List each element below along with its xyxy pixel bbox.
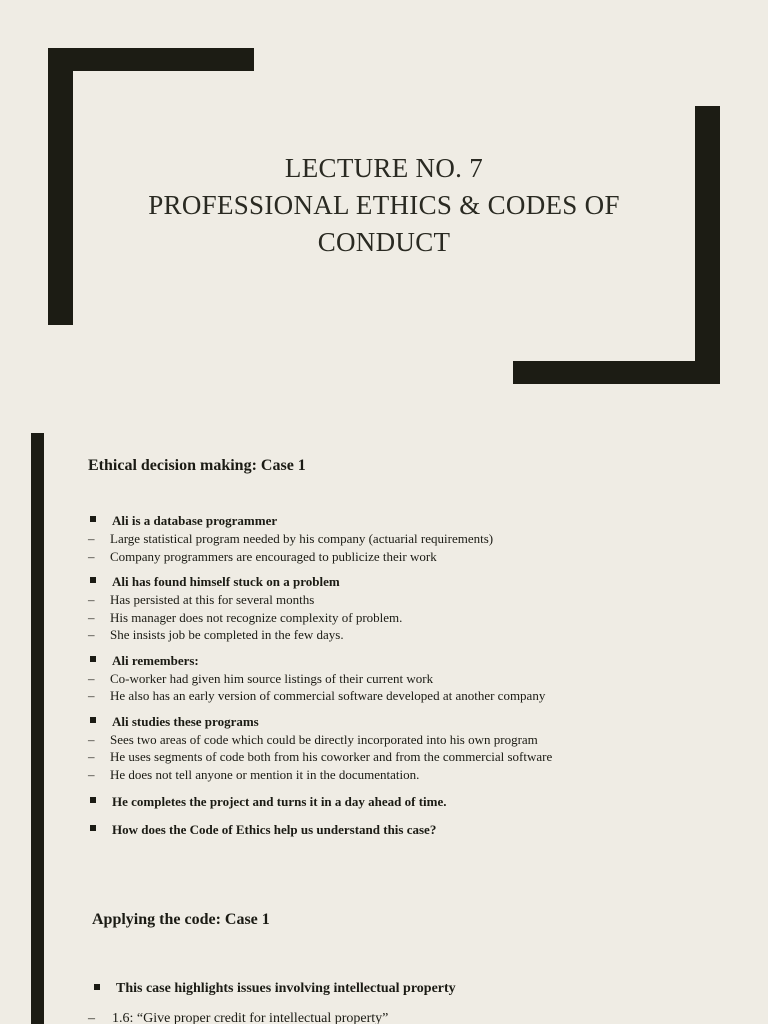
bullet-item: Ali studies these programs <box>88 713 552 731</box>
sub-item: – He also has an early version of commercial software developed at another company <box>88 688 546 703</box>
dash-icon: – <box>88 688 95 703</box>
square-bullet-icon <box>90 825 96 831</box>
sub-item: – He uses segments of code both from his coworker and from the commercial software <box>88 749 553 764</box>
left-accent-bar <box>31 866 44 1024</box>
slide-heading: Ethical decision making: Case 1 <box>88 457 306 474</box>
corner-bracket-top <box>48 48 254 71</box>
bullet-item: Ali has found himself stuck on a problem <box>88 573 552 591</box>
sub-item: – 1.6: “Give proper credit for intellectual property” <box>88 1010 452 1024</box>
corner-bracket-left <box>48 48 73 325</box>
bullet-item: Ali is a database programmer <box>88 512 552 530</box>
square-bullet-icon <box>94 984 100 990</box>
square-bullet-icon <box>90 797 96 803</box>
sub-item: – Large statistical program needed by his company (actuarial requirements) <box>88 531 494 546</box>
dash-icon: – <box>88 766 95 782</box>
sub-item: – His manager does not recognize complexity of problem. <box>88 609 403 625</box>
dash-icon: – <box>88 731 95 747</box>
bullet-item: Ali remembers: <box>88 652 552 670</box>
case-slide <box>0 420 768 866</box>
sub-item: – He does not tell anyone or mention it in the documentation. <box>88 766 420 782</box>
dash-icon: – <box>88 592 95 607</box>
sub-item: – Co-worker had given him source listings of their current work <box>88 670 434 686</box>
dash-icon: – <box>88 1011 95 1024</box>
dash-icon: – <box>88 627 95 642</box>
slide-title <box>84 150 684 261</box>
sub-item: – Company programmers are encouraged to publicize their work <box>88 548 437 564</box>
sub-item: – She insists job be completed in the few days. <box>88 627 344 642</box>
sub-item: – Has persisted at this for several months <box>88 592 315 607</box>
bullet-item: This case highlights issues involving intellectual property <box>92 980 456 998</box>
corner-bracket-bottom <box>513 361 720 384</box>
bullet-item: He completes the project and turns it in a day ahead of time. <box>88 793 552 811</box>
bullet-list <box>88 512 552 839</box>
corner-bracket-right <box>695 106 720 384</box>
square-bullet-icon <box>90 656 96 662</box>
title-slide <box>0 0 768 420</box>
dash-icon: – <box>88 531 95 546</box>
square-bullet-icon <box>90 577 96 583</box>
square-bullet-icon <box>90 717 96 723</box>
dash-icon: – <box>88 609 95 625</box>
sub-item: – Sees two areas of code which could be directly incorporated into his own program <box>88 731 538 747</box>
slide-heading: Applying the code: Case 1 <box>92 911 270 928</box>
dash-icon: – <box>88 749 95 764</box>
square-bullet-icon <box>90 516 96 522</box>
title-line-3: CONDUCT <box>317 227 451 257</box>
dash-icon: – <box>88 548 95 564</box>
left-accent-bar <box>31 433 44 866</box>
title-line-1: LECTURE NO. 7 <box>284 153 484 183</box>
title-line-2: PROFESSIONAL ETHICS & CODES OF <box>148 190 620 220</box>
bullet-list <box>88 980 456 1024</box>
bullet-item: How does the Code of Ethics help us understand this case? <box>88 821 552 839</box>
applying-slide <box>0 866 768 1024</box>
dash-icon: – <box>88 670 95 686</box>
